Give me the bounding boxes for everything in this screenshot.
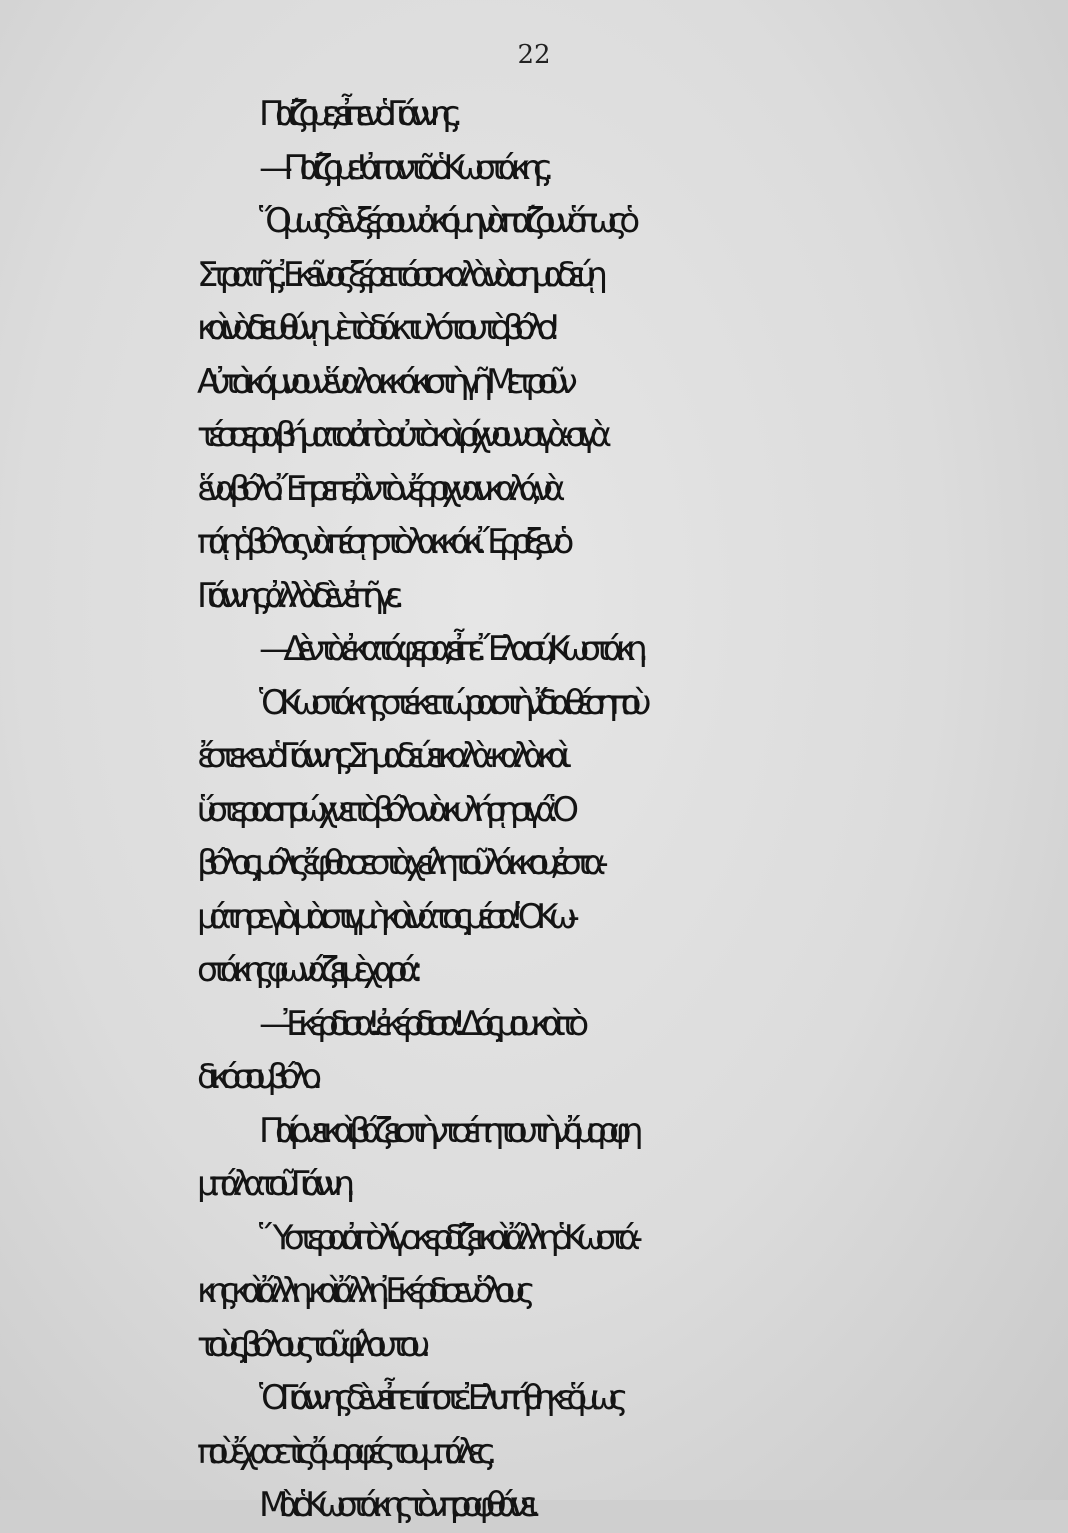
text-line: Ὁ Κωστάκης στέκει τώρα στὴν ἴδια θέση ποὺ <box>259 682 642 723</box>
page-number: 22 <box>517 40 551 70</box>
text-line: ὕστερα σπρώχνει τὸ βόλο νὰ κυλήσῃ σιγά. Ὁ <box>197 789 570 830</box>
text-line: μάτησε γιὰ μιὰ στιγμὴ καὶ νά τος μέσα! Ὁ Κω- <box>197 896 571 937</box>
text-line: δικό σου βόλο. <box>197 1057 314 1097</box>
text-line: ἔστεκεν ὁ Γιάννης. Σημαδεύει καλὰ - καλὰ καὶ <box>197 736 563 776</box>
text-line: ποὺ ἔχασε τὶς ὄμορφές του μπάλες. <box>197 1431 488 1472</box>
text-line: Παίζομε; εἶπεν ὁ Γιάννης. <box>259 94 454 134</box>
text-line: κης καὶ ἄλλη... καὶ ἄλλη. Ἐκέρδισεν ὅλους <box>197 1271 527 1311</box>
text-line: Παίρνει καὶ βάζει στὴν τσέπη του τὴν ὄμορφη <box>259 1110 634 1151</box>
text-line: καὶ νὰ διευθύνῃ μὲ τὸ δάκτυλό του τὸ βόλο! <box>197 308 552 348</box>
text-line: Ὕστερα ἀπὸ λίγο κερδίζει καὶ ἄλλη ὁ Κωστά- <box>259 1217 634 1258</box>
text-line: Ὅμως δὲν ξέρουν ἀκόμη νὰ παίζουν ὅπως ὁ <box>259 201 631 241</box>
text-line: Ὁ Γιάννης δὲν εἶπε τίποτε. Ἐλυπήθηκε ὅμως <box>259 1378 619 1418</box>
text-line: Στρατῆς. Ἐκεῖνος ξέρει τόσο καλὰ νὰ σημαδεύῃ <box>197 254 599 295</box>
text-line: Αὐτοὶ κάμνουν ἕνα λακκάκι στὴ γῆ. Μετροῦν <box>197 361 569 402</box>
text-line: μπάλα τοῦ Γιάννη. <box>197 1164 347 1204</box>
text-line: πάῃ ὁ βόλος νὰ πέσῃ στὸ λακκάκι. Ἔρριξεν ὁ <box>197 522 565 562</box>
text-line: —Παίζομε! ἀπαντᾶ ὁ Κωστάκης. <box>259 147 545 188</box>
text-line: τοὺς βόλους τοῦ φίλου του. <box>197 1324 422 1365</box>
text-line: στάκης φωνάζει μὲ χαρά : <box>197 950 414 990</box>
text-line: ἕνα βόλο. Ἔπρεπε, ἂν τὸν ἔρριχναν καλά, νὰ <box>197 468 557 509</box>
page-text <box>197 88 1017 1533</box>
text-line: —Ἐκέρδισα!.. ἐκέρδισα!.. Δός μου καὶ τὸ <box>259 1003 580 1044</box>
text-line: Μὰ ὁ Κωστάκης τὸν προφθάνει. <box>259 1485 532 1525</box>
text-line: τέσσερα βήματα ἀπὸ αὐτὸ καὶ ρίχνουν σιγὰ - σιγὰ <box>197 415 603 455</box>
text-line: —Δὲν τὰ ἐκατάφερα, εἶπε. Ἔλα σύ, Κωστάκη. <box>259 629 640 669</box>
text-line: Γιάννης, ἀλλὰ δὲν ἐπῆγε. <box>197 575 396 616</box>
text-line: βόλος, μόλις ἔφθασε στὰ χείλη τοῦ λάκκου, ἐστα- <box>197 843 600 883</box>
